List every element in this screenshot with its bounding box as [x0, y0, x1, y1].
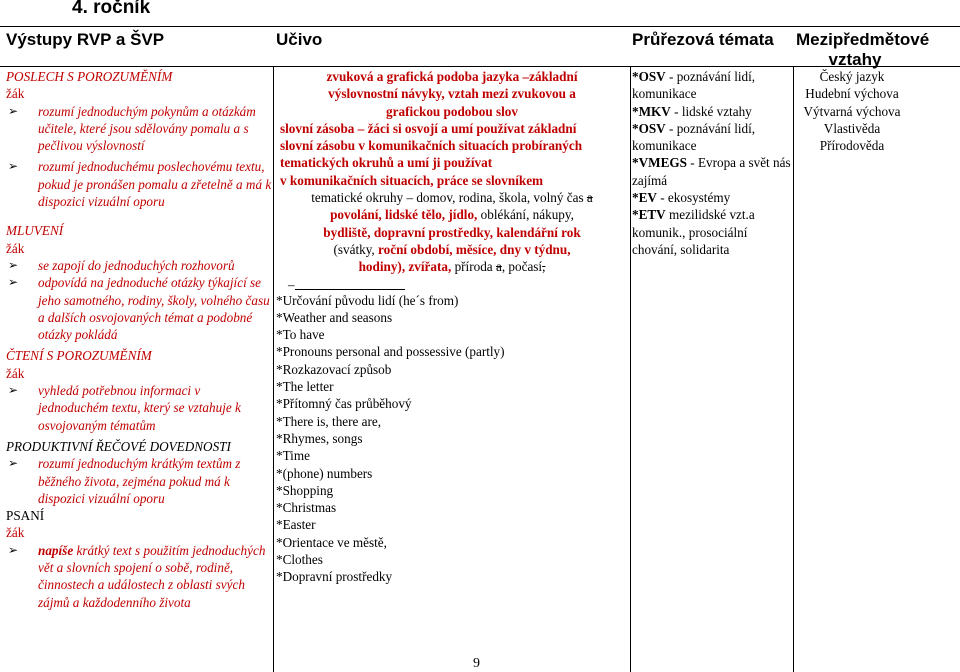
list-item: ➢ vyhledá potřebnou informaci v jednoduchém textu, který se vztahuje k osvojovaným tématům	[6, 382, 272, 434]
struck-text: ,	[542, 259, 546, 275]
struck-text: a	[586, 190, 593, 206]
english-topics-list	[276, 292, 628, 586]
english-topic-item: *(phone) numbers	[276, 465, 373, 481]
topic-code: *MKV	[632, 103, 671, 119]
underline-rule	[295, 281, 405, 290]
topics-black: oblékání, nákupy,	[477, 207, 574, 223]
list-item: ➢ rozumí jednoduchému poslechovému textu, pokud je pronášen pomalu a zřetelně a má k dispozici vizuální oporu	[6, 158, 272, 210]
topic-text: - ekosystémy	[656, 190, 731, 206]
cross-topic-item	[632, 103, 792, 120]
writing-heading: PSANÍ	[6, 508, 45, 524]
header-outputs: Výstupy RVP a ŠVP	[6, 30, 165, 49]
pupil-label: žák	[6, 525, 25, 541]
subject-item: Český jazyk	[819, 69, 885, 84]
table-top-border	[0, 26, 960, 27]
english-topic-item: *Clothes	[276, 552, 323, 568]
page-number: 9	[473, 656, 480, 671]
content-line: výslovnostní návyky, vztah mezi zvukovou a	[328, 86, 576, 102]
english-topic-item: *Dopravní prostředky	[276, 569, 393, 585]
english-topic-item: *Orientace ve městě,	[276, 534, 387, 550]
topics-red: hodiny), zvířata,	[358, 259, 452, 275]
topics-black: příroda	[451, 259, 496, 275]
list-item: ➢ rozumí jednoduchým krátkým textům z běžného života, zejména pokud má k dispozici vizuální oporu	[6, 455, 272, 507]
outputs-column	[6, 68, 272, 611]
topic-code: *ETV	[632, 207, 666, 223]
topics-red: roční období, měsíce, dny v týdnu,	[378, 241, 571, 257]
english-topic-item: *Pronouns personal and possessive (partly)	[276, 344, 505, 360]
reading-heading: ČTENÍ S POROZUMĚNÍM	[6, 348, 152, 364]
content-line: zvuková a grafická podoba jazyka –základní	[326, 69, 578, 84]
cross-topic-item	[632, 120, 792, 155]
separator-line	[276, 276, 628, 292]
topics-prefix: tematické okruhy – domov, rodina, škola, volný čas	[311, 190, 587, 206]
writing-verb: napíše	[38, 542, 74, 558]
subject-item: Přírodověda	[819, 138, 885, 154]
topics-line	[276, 258, 628, 275]
topic-text: - poznávání lidí, komunikace	[632, 69, 756, 102]
subject-item: Výtvarná výchova	[803, 103, 901, 119]
list-item	[6, 542, 272, 611]
column-divider	[793, 66, 794, 672]
cross-topics-column	[632, 68, 792, 258]
english-topic-item: *Shopping	[276, 482, 334, 498]
header-interdisciplinary: Mezipředmětové vztahy	[796, 30, 930, 69]
speaking-heading: MLUVENÍ	[6, 223, 64, 239]
column-divider	[630, 66, 631, 672]
topics-black: (svátky,	[333, 241, 379, 257]
content-line: grafickou podobou slov	[386, 103, 518, 119]
list-item: ➢ odpovídá na jednoduché otázky týkající se jeho samotného, rodiny, školy, volného času a dalších osvojovaných témat a podobné otázky pokládá	[6, 274, 272, 343]
topics-line: bydliště, dopravní prostředky, kalendářní rok	[323, 224, 581, 240]
topic-code: *OSV	[632, 120, 666, 136]
content-line: tematických okruhů a umí ji používat	[280, 155, 493, 171]
english-topic-item: *Easter	[276, 517, 316, 533]
topics-line	[276, 189, 628, 206]
content-line: slovní zásobu v komunikačních situacích probíraných	[280, 138, 583, 154]
content-line: slovní zásoba – žáci si osvojí a umí používat základní	[280, 120, 577, 136]
productive-heading: PRODUKTIVNÍ ŘEČOVÉ DOVEDNOSTI	[6, 438, 231, 454]
topic-text: - poznávání lidí, komunikace	[632, 120, 756, 154]
cross-topic-item	[632, 68, 792, 103]
english-topic-item: *Rozkazovací způsob	[276, 361, 392, 377]
cross-topic-item	[632, 189, 792, 206]
topics-red: povolání, lidské tělo, jídlo,	[330, 207, 478, 223]
listening-heading: POSLECH S POROZUMĚNÍM	[6, 69, 173, 84]
topic-text: - Evropa a svět nás zajímá	[632, 155, 791, 188]
header-content: Učivo	[276, 30, 323, 49]
content-line: v komunikačních situacích, práce se slovníkem	[280, 172, 544, 188]
list-item: ➢ se zapojí do jednoduchých rozhovorů	[6, 257, 272, 274]
topics-line	[276, 241, 628, 258]
topic-code: *OSV	[632, 69, 666, 84]
struck-text: a	[495, 259, 502, 275]
writing-text: krátký text s použitím jednoduchých vět a slovních spojení o sobě, rodině, činnostech a událostech z oblasti svých zájmů a každodenního života	[38, 542, 266, 610]
topic-code: *VMEGS	[632, 155, 687, 171]
english-topic-item: *Time	[276, 448, 310, 464]
header-cross-topics: Průřezová témata	[632, 30, 774, 49]
pupil-label: žák	[6, 365, 25, 381]
cross-topic-item	[632, 154, 792, 189]
subject-item: Hudební výchova	[805, 86, 899, 102]
subject-item: Vlastivěda	[823, 120, 881, 136]
english-topic-item: *Určování původu lidí (he´s from)	[276, 292, 459, 308]
topic-text: mezilidské vzt.a komunik., prosociální chování, solidarita	[632, 207, 755, 257]
interdisciplinary-column	[796, 68, 908, 154]
list-item: ➢ rozumí jednoduchým pokynům a otázkám učitele, které jsou sdělovány pomalu a s pečlivou výslovností	[6, 103, 272, 155]
column-divider	[273, 66, 274, 672]
topic-text: - lidské vztahy	[670, 103, 752, 119]
dash-mark: –	[288, 276, 295, 292]
english-topic-item: *There is, there are,	[276, 413, 382, 429]
topics-line	[276, 206, 628, 223]
topics-black: , počasí	[501, 259, 543, 275]
english-topic-item: *Weather and seasons	[276, 309, 393, 325]
english-topic-item: *Rhymes, songs	[276, 430, 363, 446]
english-topic-item: *To have	[276, 327, 325, 343]
content-column	[276, 68, 628, 586]
topic-code: *EV	[632, 190, 657, 206]
pupil-label: žák	[6, 86, 25, 102]
english-topic-item: *Přítomný čas průběhový	[276, 396, 412, 412]
pupil-label: žák	[6, 240, 25, 256]
cross-topic-item	[632, 206, 792, 258]
english-topic-item: *The letter	[276, 379, 334, 395]
english-topic-item: *Christmas	[276, 500, 337, 516]
grade-title: 4. ročník	[72, 0, 151, 18]
